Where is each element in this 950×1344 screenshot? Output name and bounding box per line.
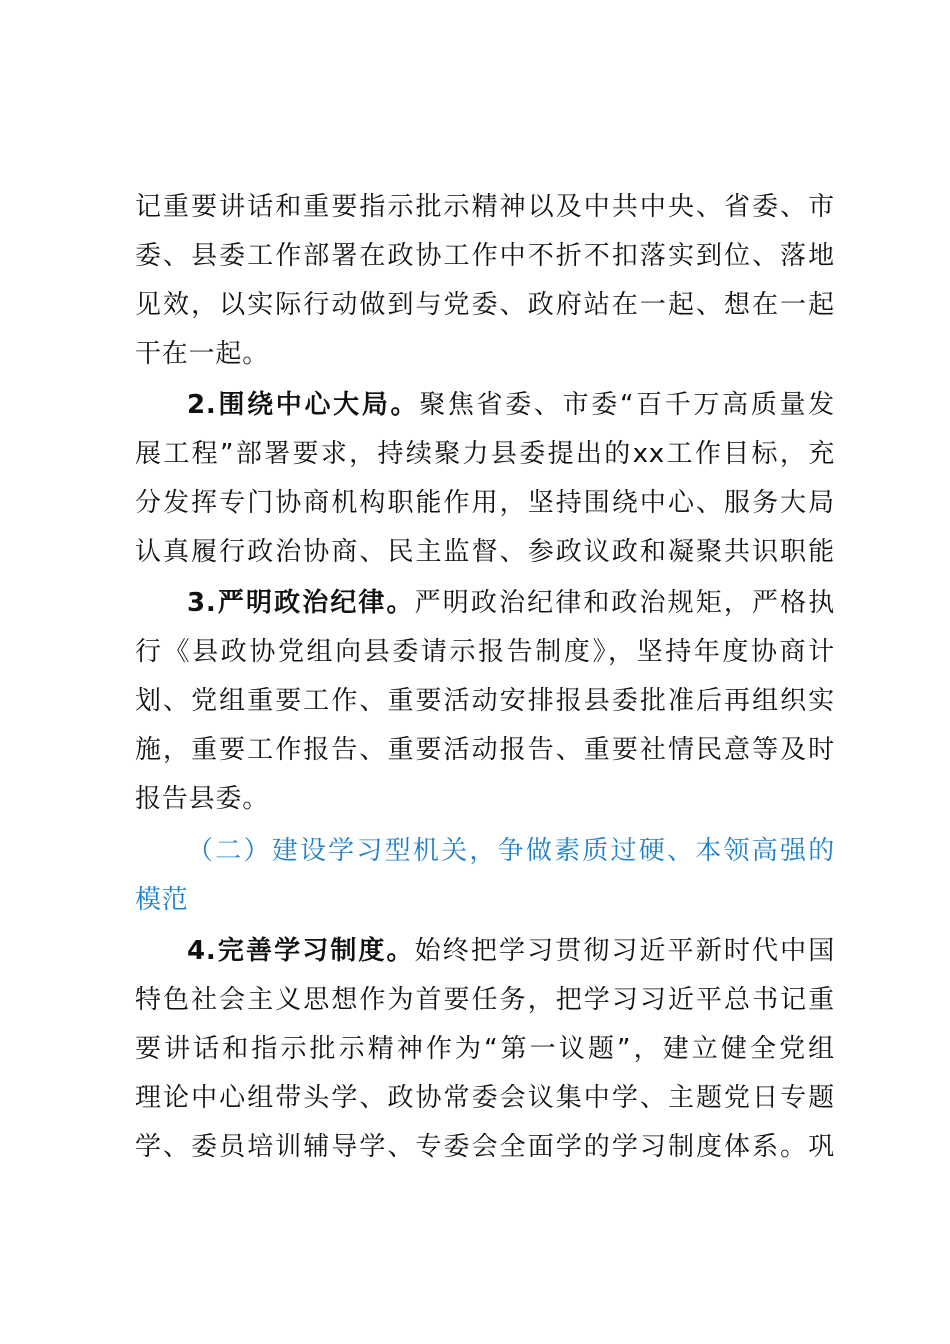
text-line-10-content: 行《县政协党组向县委请示报告制度》，坚持年度协商计 bbox=[135, 637, 835, 667]
text-line-11-content: 划、党组重要工作、重要活动安排报县委批准后再组织实 bbox=[135, 686, 835, 716]
text-line-6 bbox=[135, 429, 835, 479]
text-line-12-content: 施，重要工作报告、重要活动报告、重要社情民意等及时 bbox=[135, 735, 835, 765]
text-line-20-content: 学、委员培训辅导学、专委会全面学的学习制度体系。巩 bbox=[135, 1132, 835, 1162]
text-line-3-content: 见效，以实际行动做到与党委、政府站在一起、想在一起 bbox=[135, 290, 835, 320]
text-line-1 bbox=[135, 182, 835, 232]
text-line-18-content: 要讲话和指示批示精神作为“第一议题”，建立健全党组 bbox=[135, 1034, 835, 1064]
text-line-8 bbox=[135, 527, 835, 577]
numbered-item-3-first-line bbox=[187, 578, 835, 628]
text-line-17 bbox=[135, 975, 835, 1025]
section-heading-2-line-2: 模范 bbox=[135, 885, 189, 915]
text-line-18 bbox=[135, 1024, 835, 1074]
section-heading-2-line-1: （二）建设学习型机关，争做素质过硬、本领高强的 bbox=[187, 836, 835, 866]
text-line-13 bbox=[135, 774, 835, 824]
text-line-1-content: 记重要讲话和重要指示批示精神以及中共中央、省委、市 bbox=[135, 192, 835, 222]
item-2-first-text: 聚焦省委、市委“百千万高质量发 bbox=[419, 390, 835, 420]
numbered-item-2-first-line bbox=[187, 380, 835, 430]
text-line-3 bbox=[135, 280, 835, 330]
text-line-19 bbox=[135, 1073, 835, 1123]
text-line-12 bbox=[135, 725, 835, 775]
text-line-6-content: 展工程”部署要求，持续聚力县委提出的xx工作目标，充 bbox=[135, 439, 835, 469]
item-3-first-text: 严明政治纪律和政治规矩，严格执 bbox=[414, 588, 835, 618]
text-line-7 bbox=[135, 478, 835, 528]
section-heading-2-continued bbox=[135, 875, 835, 925]
item-2-heading: 2.围绕中心大局。 bbox=[187, 390, 420, 420]
numbered-item-4-first-line bbox=[187, 926, 835, 976]
item-4-first-text: 始终把学习贯彻习近平新时代中国 bbox=[414, 936, 835, 966]
item-4-heading: 4.完善学习制度。 bbox=[187, 936, 415, 966]
text-line-2 bbox=[135, 231, 835, 281]
section-heading-2 bbox=[187, 826, 835, 876]
text-line-17-content: 特色社会主义思想作为首要任务，把学习习近平总书记重 bbox=[135, 985, 835, 1015]
text-line-20 bbox=[135, 1122, 835, 1172]
text-line-19-content: 理论中心组带头学、政协常委会议集中学、主题党日专题 bbox=[135, 1083, 835, 1113]
text-line-13-content: 报告县委。 bbox=[135, 784, 270, 814]
text-line-4-content: 干在一起。 bbox=[135, 339, 270, 369]
text-line-8-content: 认真履行政治协商、民主监督、参政议政和凝聚共识职能 bbox=[135, 537, 835, 567]
text-line-7-content: 分发挥专门协商机构职能作用，坚持围绕中心、服务大局 bbox=[135, 488, 835, 518]
text-line-10 bbox=[135, 627, 835, 677]
text-line-4 bbox=[135, 329, 835, 379]
text-line-11 bbox=[135, 676, 835, 726]
item-3-heading: 3.严明政治纪律。 bbox=[187, 588, 415, 618]
text-line-2-content: 委、县委工作部署在政协工作中不折不扣落实到位、落地 bbox=[135, 241, 835, 271]
